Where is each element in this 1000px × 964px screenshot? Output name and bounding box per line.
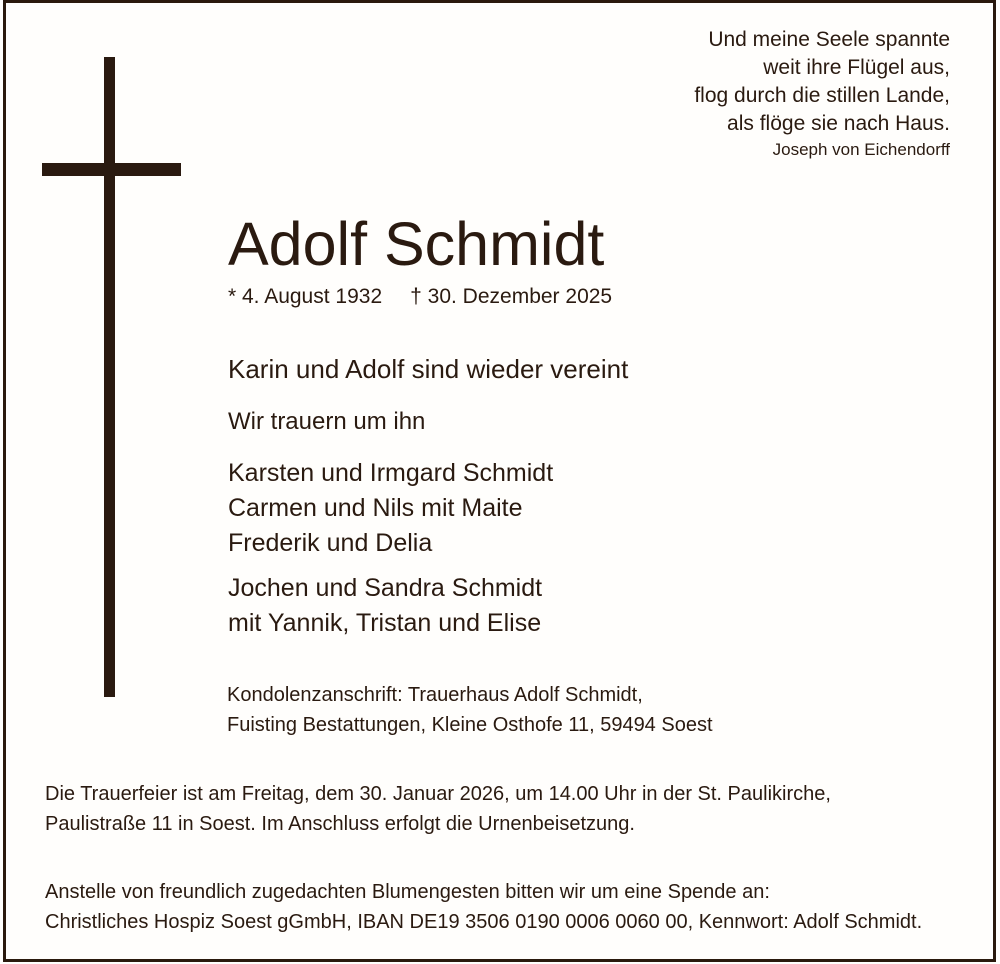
family-group-2 xyxy=(228,571,542,641)
service-line: Paulistraße 11 in Soest. Im Anschluss erfolgt die Urnenbeisetzung. xyxy=(45,813,635,835)
family-member-line: mit Yannik, Tristan und Elise xyxy=(228,609,542,637)
family-member-line: Jochen und Sandra Schmidt xyxy=(228,574,543,602)
service-line: Die Trauerfeier ist am Freitag, dem 30. Januar 2026, um 14.00 Uhr in der St. Paulikirche, xyxy=(45,783,831,805)
mourning-line: Wir trauern um ihn xyxy=(228,408,426,435)
condolence-line: Fuisting Bestattungen, Kleine Osthofe 11, 59494 Soest xyxy=(227,714,713,736)
opening-poem xyxy=(694,26,950,162)
poem-attribution: Joseph von Eichendorff xyxy=(772,140,950,159)
donation-line: Christliches Hospiz Soest gGmbH, IBAN DE19 3506 0190 0006 0060 00, Kennwort: Adolf Schmidt. xyxy=(45,911,923,933)
reunion-line: Karin und Adolf sind wieder vereint xyxy=(228,354,629,384)
poem-line: Und meine Seele spannte xyxy=(708,28,950,51)
poem-line: als flöge sie nach Haus. xyxy=(727,112,950,135)
donation-line: Anstelle von freundlich zugedachten Blumengesten bitten wir um eine Spende an: xyxy=(45,881,770,903)
funeral-service-info xyxy=(45,779,831,839)
poem-line: flog durch die stillen Lande, xyxy=(694,84,950,107)
cross-vertical-bar xyxy=(104,57,115,697)
poem-line: weit ihre Flügel aus, xyxy=(763,56,950,79)
deceased-name: Adolf Schmidt xyxy=(228,210,605,278)
condolence-line: Kondolenzanschrift: Trauerhaus Adolf Schmidt, xyxy=(227,684,643,706)
family-member-line: Carmen und Nils mit Maite xyxy=(228,494,523,522)
condolence-address xyxy=(227,680,713,740)
family-group-1 xyxy=(228,456,553,561)
donation-info xyxy=(45,877,922,937)
life-dates xyxy=(228,284,612,310)
death-date: † 30. Dezember 2025 xyxy=(410,285,613,308)
birth-date: * 4. August 1932 xyxy=(228,285,383,308)
family-member-line: Karsten und Irmgard Schmidt xyxy=(228,459,554,487)
family-member-line: Frederik und Delia xyxy=(228,529,433,557)
cross-horizontal-bar xyxy=(42,163,181,176)
